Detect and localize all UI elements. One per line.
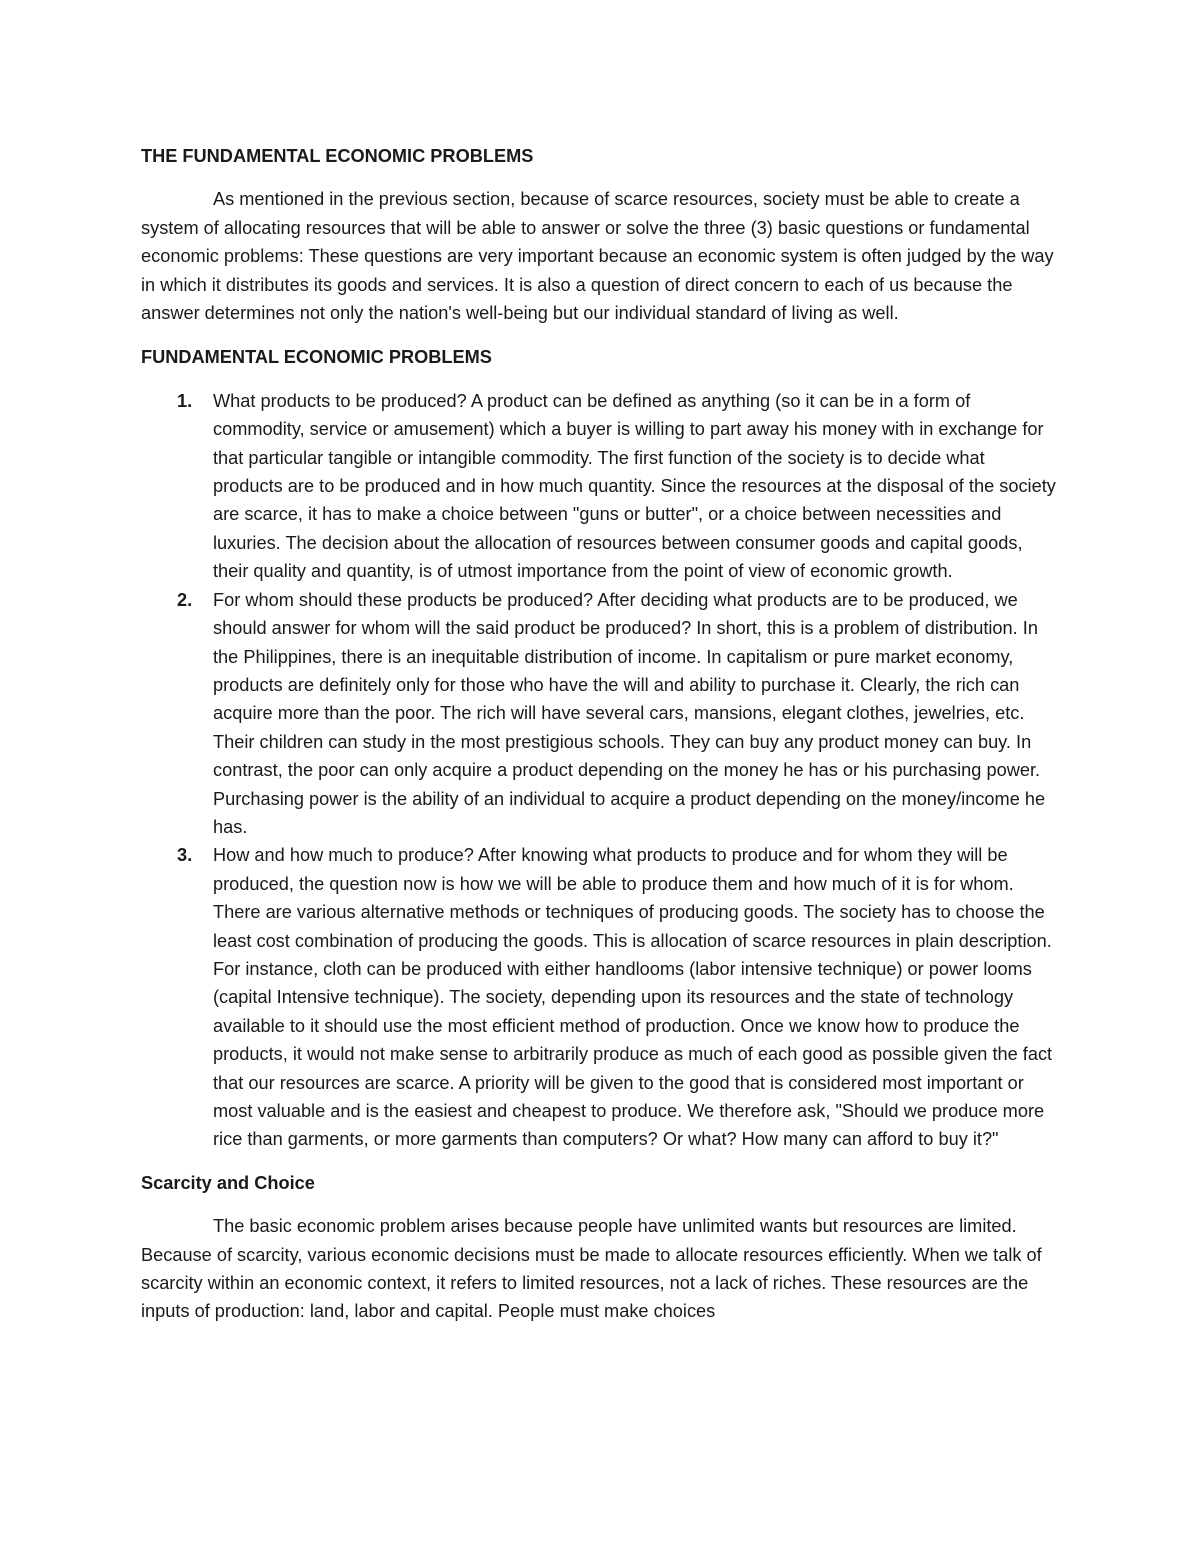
list-item bbox=[141, 586, 1059, 842]
scarcity-paragraph: The basic economic problem arises because people have unlimited wants but resources are limited. Because of scarcity, various economic decisions must be made to allocate resources efficiently. When we talk of scarcity within an economic context, it refers to limited resources, not a lack of riches. These resources are the inputs of production: land, labor and capital. People must make choices bbox=[141, 1216, 1042, 1322]
scarcity-heading: Scarcity and Choice bbox=[141, 1172, 315, 1193]
problems-list bbox=[141, 387, 1059, 1154]
list-item bbox=[141, 387, 1059, 586]
list-item-number: 3. bbox=[177, 845, 193, 866]
section-heading: FUNDAMENTAL ECONOMIC PROBLEMS bbox=[141, 347, 492, 368]
list-item-text: For whom should these products be produced? After deciding what products are to be produced, we should answer for whom will the said product be produced? In short, this is a problem of distribution. In the Philippines, there is an inequitable distribution of income. In capitalism or pure market economy, products are definitely only for those who have the will and ability to purchase it. Clearly, the rich can acquire more than the poor. The rich will have several cars, mansions, elegant clothes, jewelries, etc. Their children can study in the most prestigious schools. They can buy any product money can buy. In contrast, the poor can only acquire a product depending on the money he has or his purchasing power. Purchasing power is the ability of an individual to acquire a product depending on the money/income he has. bbox=[213, 589, 1046, 837]
document-title: THE FUNDAMENTAL ECONOMIC PROBLEMS bbox=[141, 146, 534, 166]
list-item-number: 2. bbox=[177, 589, 193, 610]
list-item bbox=[141, 841, 1059, 1153]
list-item-number: 1. bbox=[177, 390, 193, 411]
intro-paragraph: As mentioned in the previous section, because of scarce resources, society must be able to create a system of allocating resources that will be able to answer or solve the three (3) basic questions or fundamental economic problems: These questions are very important because an economic system is often judged by the way in which it distributes its goods and services. It is also a question of direct concern to each of us because the answer determines not only the nation's well-being but our individual standard of living as well. bbox=[141, 189, 1054, 324]
list-item-text: How and how much to produce? After knowing what products to produce and for whom they will be produced, the question now is how we will be able to produce them and how much of it is for whom. There are various alternative methods or techniques of producing goods. The society has to choose the least cost combination of producing the goods. This is allocation of scarce resources in plain description. For instance, cloth can be produced with either handlooms (labor intensive technique) or power looms (capital Intensive technique). The society, depending upon its resources and the state of technology available to it should use the most efficient method of production. Once we know how to produce the products, it would not make sense to arbitrarily produce as much of each good as possible given the fact that our resources are scarce. A priority will be given to the good that is considered most important or most valuable and is the easiest and cheapest to produce. We therefore ask, "Should we produce more rice than garments, or more garments than computers? Or what? How many can afford to buy it?" bbox=[213, 845, 1053, 1150]
list-item-text: What products to be produced? A product can be defined as anything (so it can be in a form of commodity, service or amusement) which a buyer is willing to part away his money with in exchange for that particular tangible or intangible commodity. The first function of the society is to decide what products are to be produced and in how much quantity. Since the resources at the disposal of the society are scarce, it has to make a choice between "guns or butter", or a choice between necessities and luxuries. The decision about the allocation of resources between consumer goods and capital goods, their quality and quantity, is of utmost importance from the point of view of economic growth. bbox=[213, 390, 1056, 582]
document-page bbox=[141, 142, 1059, 1342]
